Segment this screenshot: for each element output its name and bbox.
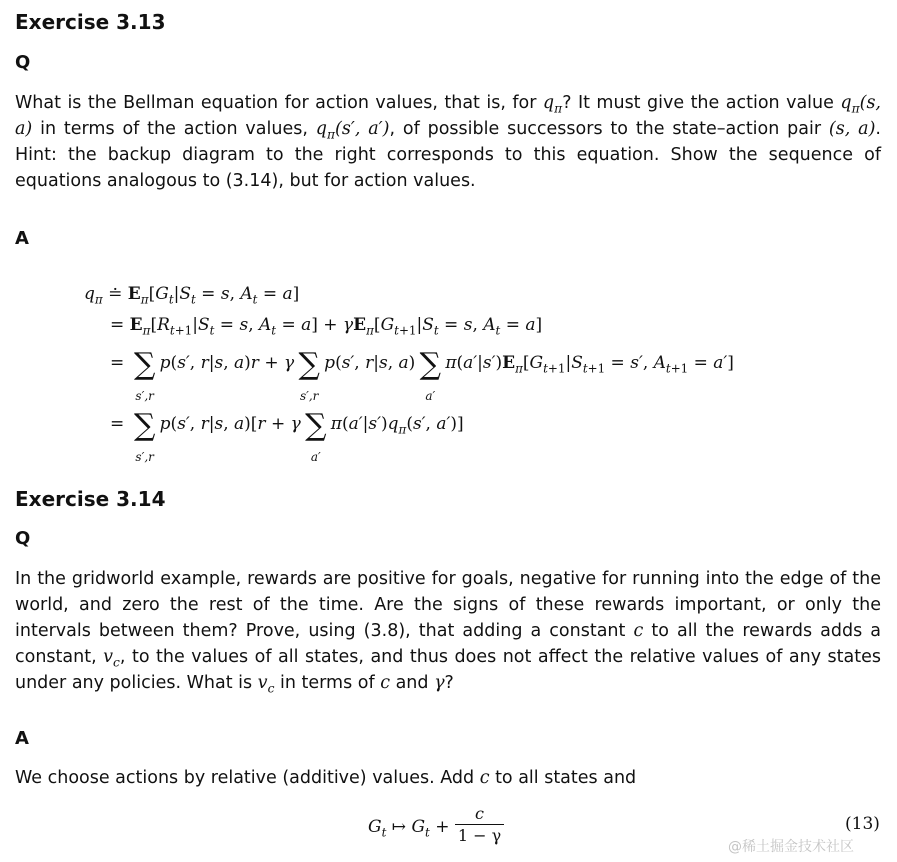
q-math-pair: (s, a) — [828, 119, 876, 139]
q-text-5: . Hint: the backup diagram to the right corresponds to this equation. Show the sequence of equations analogous to (3.14), but for action values. — [15, 119, 881, 191]
exercise-3-13-a-label: A — [15, 228, 29, 249]
exercise-3-14-q-label: Q — [15, 528, 31, 549]
exercise-3-13-title: Exercise 3.13 — [15, 10, 166, 34]
q-text-1: What is the Bellman equation for action values, that is, for — [15, 93, 543, 113]
exercise-3-14-title: Exercise 3.14 — [15, 487, 166, 511]
q-math-q2: q — [840, 93, 852, 113]
q14-math-c2: c — [380, 673, 391, 693]
fraction-denominator: 1 − γ — [457, 826, 502, 845]
q-math-q3: q — [315, 119, 327, 139]
q-text-3: in terms of the action values, — [32, 119, 316, 139]
a14-math-c: c — [479, 768, 490, 788]
equation-line-1: $q_\pi$ ≐ $E_\pi[G_t|S_t = s$, $A_t = a$] — [84, 284, 300, 307]
q14-text-1: In the gridworld example, rewards are positive for goals, negative for running into the edge of the world, and zero the rest of the time. Are the signs of these rewards important, or only the intervals between them? Prove, using (3.8), that adding a constant — [15, 569, 881, 641]
q14-text-2: to all the rewards adds a constant, — [15, 621, 881, 667]
q14-math-v2: v — [257, 673, 268, 693]
q14-text-5: and — [390, 673, 435, 693]
exercise-3-14-a-label: A — [15, 728, 29, 749]
q14-math-v-sub: c — [113, 655, 120, 670]
q14-math-c: c — [633, 621, 644, 641]
q-math-sub2: π — [851, 101, 860, 116]
watermark: @稀土掘金技术社区 — [728, 839, 854, 855]
q14-math-v: v — [103, 647, 114, 667]
q-text-2: ? It must give the action value — [562, 93, 841, 113]
equation-line-3: = ∑ s′,r p(s′, r|s, a)r + γ ∑ s′,r p(s′, r|s, a) ∑ a′ $\pi(a'|s')E_\pi[G_{t+1}|S_{t+1} = s'$, $A_{t+1} = a'$] — [110, 347, 734, 403]
exercise-3-13-question — [15, 90, 881, 194]
q14-text-6: ? — [444, 673, 454, 693]
q-math-sub3: π — [326, 127, 336, 142]
equation-line-4: = ∑ s′,r p(s′, r|s, a)[r + γ ∑ a′ $\pi(a'|s')q_\pi(s'$, a′)] — [110, 408, 464, 464]
equation-13: $G_t$ ↦ $G_t$ + $\frac{c}{1 - \gamma}$ — [368, 806, 504, 849]
q14-text-4: in terms of — [274, 673, 381, 693]
a14-text-1: We choose actions by relative (additive) values. Add — [15, 768, 480, 788]
q14-text-3: , to the values of all states, and thus does not affect the relative values of any states under any policies. What is — [15, 647, 881, 693]
equation-line-2: = $E_\pi[R_{t+1}|S_t = s$, $A_t = a] + \gamma E_\pi[G_{t+1}|S_t = s$, $A_t = a$] — [110, 315, 543, 338]
q-text-4: , of possible successors to the state–action pair — [389, 119, 829, 139]
q-math-args3: (s′, a′) — [335, 119, 390, 139]
fraction-numerator: c — [455, 804, 504, 825]
exercise-3-13-q-label: Q — [15, 52, 31, 73]
exercise-3-14-question — [15, 566, 881, 696]
exercise-3-14-answer — [15, 765, 881, 791]
q-math-q: q — [542, 93, 555, 113]
q-math-args2: (s, a) — [15, 93, 881, 139]
q14-math-v2-sub: c — [267, 681, 275, 696]
equation-13-fraction — [455, 804, 504, 847]
equation-13-number: (13) — [845, 814, 880, 834]
q-math-sub: π — [554, 101, 563, 116]
a14-text-2: to all states and — [489, 768, 637, 788]
q14-math-gamma: γ — [434, 673, 445, 693]
